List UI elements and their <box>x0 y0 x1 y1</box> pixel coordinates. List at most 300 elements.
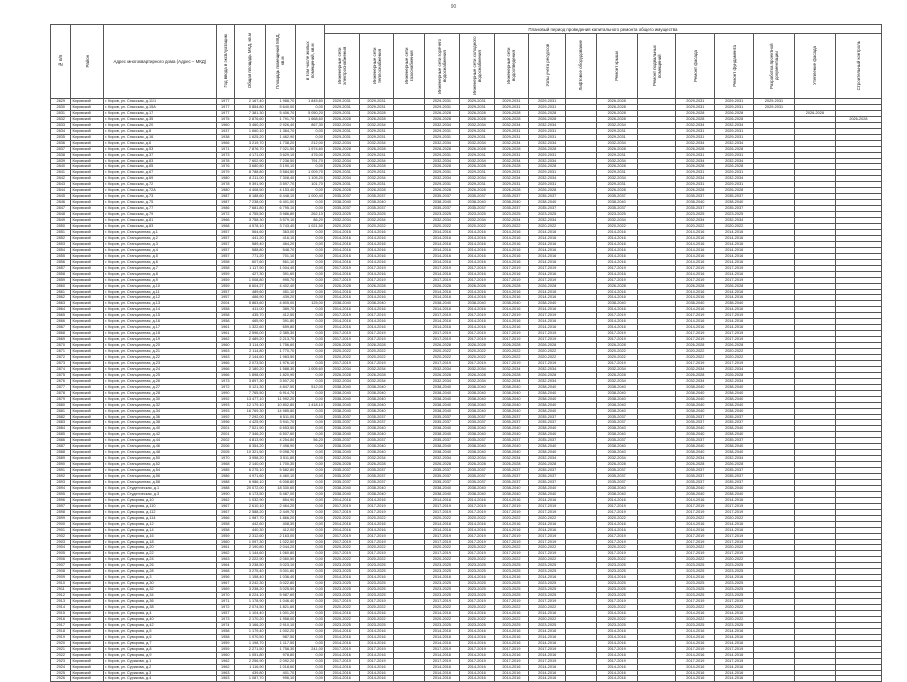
table-cell: г. Киров, ул. Станционная, д.2 <box>104 235 216 241</box>
table-cell: 2014-2016 <box>324 319 359 325</box>
table-cell: 2020-2022 <box>676 545 715 551</box>
table-cell: 2014-2016 <box>529 497 566 503</box>
table-cell: 262,10 <box>296 212 325 218</box>
table-cell: 1957 <box>216 247 234 253</box>
table-cell: 2029-2031 <box>676 99 715 105</box>
table-cell: г. Киров, ул. Суворова, д.42 <box>104 622 216 628</box>
table-cell: 2014-2016 <box>494 670 529 676</box>
table-cell: 2032-2034 <box>494 158 529 164</box>
table-cell: Кировский <box>71 337 104 343</box>
table-cell: Кировский <box>71 319 104 325</box>
col-s-heat: Инженерные сети теплоснабжения <box>359 34 394 99</box>
table-cell: 2014-2016 <box>715 289 754 295</box>
table-cell: 2017-2019 <box>359 658 394 664</box>
table-cell: Кировский <box>71 343 104 349</box>
table-cell: 2020-2022 <box>324 557 359 563</box>
table-cell: 2014-2016 <box>359 628 394 634</box>
table-cell: 2023-2025 <box>359 622 394 628</box>
table-cell: 2032-2034 <box>676 378 715 384</box>
table-cell: 7 876,70 <box>234 146 265 152</box>
table-cell: 1978 <box>216 182 234 188</box>
table-cell: 2038-2040 <box>459 485 494 491</box>
table-cell: 1966 <box>216 366 234 372</box>
table-cell: 2032-2034 <box>425 158 460 164</box>
table-cell: 2895 <box>51 491 71 497</box>
table-cell: 2017-2019 <box>676 313 715 319</box>
table-cell: 2014-2016 <box>425 325 460 331</box>
table-cell: 2017-2019 <box>596 265 637 271</box>
table-cell: 1967 <box>216 509 234 515</box>
table-cell: 2038-2040 <box>494 384 529 390</box>
table-cell: 2032-2034 <box>596 366 637 372</box>
table-cell: 2005 <box>216 450 234 456</box>
table-cell: 2014-2016 <box>494 241 529 247</box>
table-cell: 0,00 <box>296 640 325 646</box>
table-cell: Кировский <box>71 628 104 634</box>
table-cell: 2038-2040 <box>715 408 754 414</box>
table-cell: 2038-2040 <box>596 396 637 402</box>
table-cell: 2020-2022 <box>676 349 715 355</box>
table-cell: 2829 <box>51 99 71 105</box>
table-cell: 1 179,40 <box>234 628 265 634</box>
table-cell: 2032-2034 <box>596 140 637 146</box>
table-cell: 2014-2016 <box>459 247 494 253</box>
table-cell: 2014-2016 <box>425 670 460 676</box>
table-cell: 2014-2016 <box>324 628 359 634</box>
table-cell: 1 060,80 <box>265 551 296 557</box>
table-cell: 0,00 <box>296 253 325 259</box>
table-cell: 2026-2028 <box>529 372 566 378</box>
table-cell: 2014-2016 <box>459 527 494 533</box>
table-cell: Кировский <box>71 599 104 605</box>
table-cell: 2014-2016 <box>425 295 460 301</box>
table-cell: 2026-2028 <box>715 164 754 170</box>
table-cell: 0,00 <box>296 277 325 283</box>
table-cell: Кировский <box>71 301 104 307</box>
table-cell: 2 044,20 <box>265 545 296 551</box>
table-cell: 2038-2040 <box>529 432 566 438</box>
table-cell: 2014-2016 <box>359 259 394 265</box>
table-cell: 2026-2028 <box>359 110 394 116</box>
table-cell: 2020-2022 <box>425 224 460 230</box>
table-cell: 0,00 <box>296 188 325 194</box>
table-cell: 0,00 <box>296 557 325 563</box>
table-cell: 13 477,10 <box>234 396 265 402</box>
table-cell: 2038-2040 <box>529 408 566 414</box>
table-cell <box>566 676 597 682</box>
col-n: № п/п <box>51 25 71 99</box>
table-cell: 2026-2028 <box>459 372 494 378</box>
table-cell: 2038-2040 <box>425 426 460 432</box>
table-cell: 1958 <box>216 307 234 313</box>
table-cell: 2017-2019 <box>676 337 715 343</box>
table-cell: 0,00 <box>296 331 325 337</box>
table-cell: 2926 <box>51 676 71 682</box>
table-cell: 2032-2034 <box>676 140 715 146</box>
table-cell: г. Киров, ул. Студенческая, д.1 <box>104 485 216 491</box>
table-cell: 1958 <box>216 259 234 265</box>
table-cell: 2014-2016 <box>459 521 494 527</box>
table-cell: 2017-2019 <box>596 658 637 664</box>
table-cell <box>637 676 676 682</box>
table-cell: 2020-2022 <box>359 557 394 563</box>
table-cell: 2038-2040 <box>324 200 359 206</box>
table-cell: 2026-2028 <box>425 343 460 349</box>
table-cell: 2029-2031 <box>324 182 359 188</box>
table-cell: 1966 <box>216 515 234 521</box>
col-area-total: Общая площадь МКД, кв.м <box>234 25 265 99</box>
table-cell: 4 755,50 <box>234 212 265 218</box>
table-cell: 2038-2040 <box>324 408 359 414</box>
table-cell: 2035-2037 <box>715 468 754 474</box>
table-cell: 2017-2019 <box>324 533 359 539</box>
table-cell: 2032-2034 <box>596 218 637 224</box>
table-cell: 0,00 <box>296 259 325 265</box>
table-cell: 2032-2034 <box>715 456 754 462</box>
table-cell: 1974 <box>216 622 234 628</box>
table-cell: 2014-2016 <box>529 527 566 533</box>
table-cell: 2035-2037 <box>529 474 566 480</box>
table-cell: 2915 <box>51 610 71 616</box>
table-cell: 2020-2022 <box>494 354 529 360</box>
table-cell: 389,70 <box>265 307 296 313</box>
table-cell: 2026-2028 <box>676 188 715 194</box>
table-cell: 2017-2019 <box>676 509 715 515</box>
table-cell: 2017-2019 <box>596 337 637 343</box>
table-cell: г. Киров, ул. Станционная, д.40 <box>104 426 216 432</box>
table-cell: 2026-2028 <box>459 164 494 170</box>
table-cell: 2014-2016 <box>425 247 460 253</box>
table-cell: 2029-2031 <box>494 104 529 110</box>
table-cell: 2903 <box>51 539 71 545</box>
table-cell: 2035-2037 <box>324 474 359 480</box>
table-cell: Кировский <box>71 664 104 670</box>
table-cell: 16 769,30 <box>234 408 265 414</box>
table-cell: 2014-2016 <box>459 634 494 640</box>
table-cell: 2017-2019 <box>359 337 394 343</box>
table-cell: 2014-2016 <box>425 527 460 533</box>
table-cell: 2014-2016 <box>529 259 566 265</box>
table-cell: 2035-2037 <box>529 480 566 486</box>
table-cell: 2017-2019 <box>494 265 529 271</box>
table-cell: 2014-2016 <box>324 670 359 676</box>
table-cell: 2023-2025 <box>324 622 359 628</box>
table-cell: 2014-2016 <box>324 235 359 241</box>
table-cell: 2 385,30 <box>265 331 296 337</box>
table-cell: 0,00 <box>296 628 325 634</box>
table-cell: 2014-2016 <box>676 670 715 676</box>
table-cell: 1970 <box>216 593 234 599</box>
table-cell: г. Киров, ул. Станционная, д.24 <box>104 366 216 372</box>
table-cell: 2017-2019 <box>459 337 494 343</box>
table-cell: 2888 <box>51 450 71 456</box>
table-cell: 2026-2028 <box>459 110 494 116</box>
table-cell: 2014-2016 <box>596 295 637 301</box>
table-cell: 2014-2016 <box>596 229 637 235</box>
table-cell: 2023-2025 <box>529 569 566 575</box>
table-cell: 2017-2019 <box>596 331 637 337</box>
table-cell: 2017-2019 <box>425 337 460 343</box>
table-cell: 2020-2022 <box>715 224 754 230</box>
table-cell: 791,70 <box>296 158 325 164</box>
table-cell: 2883 <box>51 420 71 426</box>
table-cell: 2035-2037 <box>715 480 754 486</box>
table-cell: 2029-2031 <box>324 104 359 110</box>
table-cell: 2020-2022 <box>459 349 494 355</box>
table-cell: 2020-2022 <box>715 515 754 521</box>
table-cell: 2038-2040 <box>459 450 494 456</box>
table-cell: 2020-2022 <box>676 605 715 611</box>
table-cell: Кировский <box>71 104 104 110</box>
table-cell: Кировский <box>71 480 104 486</box>
table-cell: 2032-2034 <box>715 218 754 224</box>
table-cell: 2029-2031 <box>715 128 754 134</box>
table-cell: 2020-2022 <box>596 349 637 355</box>
col-basement: Ремонт подвальных помещений <box>637 34 676 99</box>
table-cell: 1972 <box>216 212 234 218</box>
table-cell: 2017-2019 <box>494 533 529 539</box>
table-cell: 1962 <box>216 664 234 670</box>
table-cell: 1977 <box>216 99 234 105</box>
table-cell: 2026-2028 <box>359 188 394 194</box>
table-cell: 2038-2040 <box>359 408 394 414</box>
table-cell: 0,00 <box>296 587 325 593</box>
table-cell: 2035-2037 <box>494 206 529 212</box>
table-cell: 2026-2028 <box>715 188 754 194</box>
table-cell: 3 166,20 <box>234 622 265 628</box>
table-cell: 2038-2040 <box>425 485 460 491</box>
table-cell: 1993 <box>216 402 234 408</box>
table-cell: 3 680,50 <box>234 164 265 170</box>
table-cell: 2017-2019 <box>676 658 715 664</box>
table-cell: 0,00 <box>296 610 325 616</box>
table-cell: 3 190,10 <box>265 164 296 170</box>
table-cell: 2035-2037 <box>596 194 637 200</box>
table-cell: 2026-2028 <box>425 188 460 194</box>
table-cell: 996,10 <box>265 676 296 682</box>
table-cell: 2017-2019 <box>529 277 566 283</box>
table-cell: 8 224,10 <box>234 593 265 599</box>
table-cell: 2017-2019 <box>529 503 566 509</box>
table-cell: Кировский <box>71 122 104 128</box>
table-cell: г. Киров, ул. Суворова, д.112 <box>104 509 216 515</box>
col-address: Адрес многоквартирного дома (Адрес – МКД) <box>104 25 216 99</box>
table-cell: 1978 <box>216 158 234 164</box>
table-cell: Кировский <box>71 509 104 515</box>
table-cell: 2017-2019 <box>676 360 715 366</box>
table-cell: 2035-2037 <box>425 438 460 444</box>
col-s-cws: Инженерные сети холодного водоснабжения <box>459 34 494 99</box>
table-cell: 435,70 <box>234 313 265 319</box>
table-cell: 2833 <box>51 122 71 128</box>
table-cell: 2014-2016 <box>359 307 394 313</box>
table-cell: 2023-2025 <box>715 622 754 628</box>
table-cell: 2023-2025 <box>494 587 529 593</box>
table-cell: 2014-2016 <box>425 652 460 658</box>
table-cell: 1 046,40 <box>265 599 296 605</box>
table-cell: Кировский <box>71 408 104 414</box>
table-cell: 442,60 <box>234 521 265 527</box>
table-cell: Кировский <box>71 313 104 319</box>
table-cell: 1 009,70 <box>296 170 325 176</box>
table-cell: 1 974,60 <box>296 146 325 152</box>
table-cell: 2017-2019 <box>596 646 637 652</box>
table-cell: 2014-2016 <box>715 235 754 241</box>
table-cell: 2017-2019 <box>596 503 637 509</box>
table-cell: 2038-2040 <box>676 408 715 414</box>
table-cell: 2911 <box>51 587 71 593</box>
table-cell: 0,00 <box>296 307 325 313</box>
table-cell: 2014-2016 <box>324 289 359 295</box>
table-cell: 2038-2040 <box>529 390 566 396</box>
table-cell: 2032-2034 <box>425 122 460 128</box>
table-cell: 1 756,60 <box>265 343 296 349</box>
table-cell: 2029-2031 <box>359 104 394 110</box>
table-cell: Кировский <box>71 200 104 206</box>
table-cell: 2038-2040 <box>494 402 529 408</box>
table-cell: г. Киров, ул. Суворова, д.12 <box>104 521 216 527</box>
table-cell: 2035-2037 <box>425 480 460 486</box>
table-cell: 2032-2034 <box>715 176 754 182</box>
table-cell: 2014-2016 <box>596 289 637 295</box>
table-cell: 2020-2022 <box>596 224 637 230</box>
table-cell: 2020-2022 <box>425 354 460 360</box>
table-cell: 2038-2040 <box>324 444 359 450</box>
table-cell: 2032-2034 <box>425 176 460 182</box>
table-cell: 2032-2034 <box>529 176 566 182</box>
table-cell: 2001 <box>216 426 234 432</box>
table-cell: 0,00 <box>296 533 325 539</box>
table-cell: 2020-2022 <box>324 515 359 521</box>
table-cell: 2029-2031 <box>494 134 529 140</box>
table-cell: 2014-2016 <box>324 676 359 682</box>
table-cell: 0,00 <box>296 497 325 503</box>
table-cell: Кировский <box>71 456 104 462</box>
table-cell: 2020-2022 <box>494 224 529 230</box>
table-cell: 2029-2031 <box>754 104 795 110</box>
table-cell: 2014-2016 <box>425 319 460 325</box>
table-cell: Кировский <box>71 354 104 360</box>
table-cell: 2029-2031 <box>529 182 566 188</box>
table-cell: 2017-2019 <box>596 539 637 545</box>
table-cell: 2029-2031 <box>596 128 637 134</box>
table-cell: 2026-2028 <box>494 343 529 349</box>
table-cell: 2035-2037 <box>676 474 715 480</box>
table-cell: 2017-2019 <box>425 658 460 664</box>
table-cell: 2014-2016 <box>324 295 359 301</box>
table-cell: 2 092,20 <box>265 658 296 664</box>
table-cell: 2017-2019 <box>359 265 394 271</box>
table-cell: 1971 <box>216 146 234 152</box>
table-cell: 2026-2028 <box>676 343 715 349</box>
table-cell: 8 188,60 <box>234 194 265 200</box>
table-cell: 2014-2016 <box>676 295 715 301</box>
table-cell: 2023-2025 <box>425 563 460 569</box>
table-cell: 11 992,20 <box>265 396 296 402</box>
table-cell: 2017-2019 <box>529 599 566 605</box>
table-cell: 2029-2031 <box>324 134 359 140</box>
table-cell: 2023-2025 <box>359 581 394 587</box>
table-cell: г. Киров, ул. Станционная, д.3 <box>104 241 216 247</box>
table-cell: 0,00 <box>296 563 325 569</box>
table-cell: 2029-2031 <box>596 152 637 158</box>
table-cell: 2035-2037 <box>359 474 394 480</box>
table-cell: 2853 <box>51 241 71 247</box>
table-cell: 2038-2040 <box>596 432 637 438</box>
table-cell: 2017-2019 <box>459 503 494 509</box>
table-cell: 2873 <box>51 360 71 366</box>
table-cell: 2038-2040 <box>596 301 637 307</box>
table-cell <box>754 676 795 682</box>
table-cell: 2020-2022 <box>359 616 394 622</box>
table-cell: 2014-2016 <box>676 271 715 277</box>
table-cell: 2026-2028 <box>596 462 637 468</box>
table-cell: 0,00 <box>296 354 325 360</box>
table-cell: Кировский <box>71 366 104 372</box>
table-cell: 2017-2019 <box>596 360 637 366</box>
table-cell: 2014-2016 <box>425 497 460 503</box>
table-cell: 6 008,80 <box>265 480 296 486</box>
table-cell: г. Киров, ул. Спасская, д.16 <box>104 134 216 140</box>
table-cell: Кировский <box>71 462 104 468</box>
table-cell: 2038-2040 <box>359 384 394 390</box>
table-cell: Кировский <box>71 491 104 497</box>
table-cell: г. Киров, ул. Станционная, д.48 <box>104 450 216 456</box>
table-cell: 2020-2022 <box>459 224 494 230</box>
table-cell: Кировский <box>71 539 104 545</box>
table-cell: 2014-2016 <box>676 676 715 682</box>
table-cell: 2014-2016 <box>359 229 394 235</box>
table-cell: 2017-2019 <box>715 313 754 319</box>
table-cell: 2029-2031 <box>596 134 637 140</box>
table-cell: Кировский <box>71 438 104 444</box>
table-cell: 1 791,70 <box>265 116 296 122</box>
table-cell: 6 401,00 <box>265 200 296 206</box>
table-cell: 363,00 <box>265 229 296 235</box>
table-cell: 0,00 <box>296 337 325 343</box>
table-cell: 0,00 <box>296 265 325 271</box>
table-cell: 1 845,60 <box>296 99 325 105</box>
table-cell: 2035-2037 <box>596 480 637 486</box>
table-cell: 2014-2016 <box>529 319 566 325</box>
table-cell: 2014-2016 <box>324 527 359 533</box>
table-cell: 7 498,90 <box>265 444 296 450</box>
table-cell: Кировский <box>71 497 104 503</box>
table-cell: 2910 <box>51 581 71 587</box>
table-cell: г. Киров, ул. Станционная, д.56 <box>104 474 216 480</box>
table-cell: 0,00 <box>296 480 325 486</box>
table-cell: 2017-2019 <box>529 509 566 515</box>
table-cell: 2014-2016 <box>676 253 715 259</box>
table-cell: 1 070,50 <box>234 634 265 640</box>
table-cell: 0,00 <box>296 551 325 557</box>
table-cell: Кировский <box>71 551 104 557</box>
table-cell: 1959 <box>216 283 234 289</box>
table-cell: 2035-2037 <box>324 194 359 200</box>
table-cell: г. Киров, ул. Станционная, д.11 <box>104 289 216 295</box>
table-cell: 2026-2028 <box>596 164 637 170</box>
table-cell: 2029-2031 <box>425 170 460 176</box>
table-cell: 2038-2040 <box>715 200 754 206</box>
table-cell: 1 008,80 <box>234 277 265 283</box>
table-cell: 6 511,00 <box>265 414 296 420</box>
table-cell: 2014-2016 <box>425 235 460 241</box>
table-cell: 2023-2025 <box>359 593 394 599</box>
table-cell: 2020-2022 <box>529 605 566 611</box>
table-cell: г. Киров, ул. Сурикова, д.1 <box>104 658 216 664</box>
table-cell: 2 180,20 <box>234 366 265 372</box>
table-cell: 2854 <box>51 247 71 253</box>
